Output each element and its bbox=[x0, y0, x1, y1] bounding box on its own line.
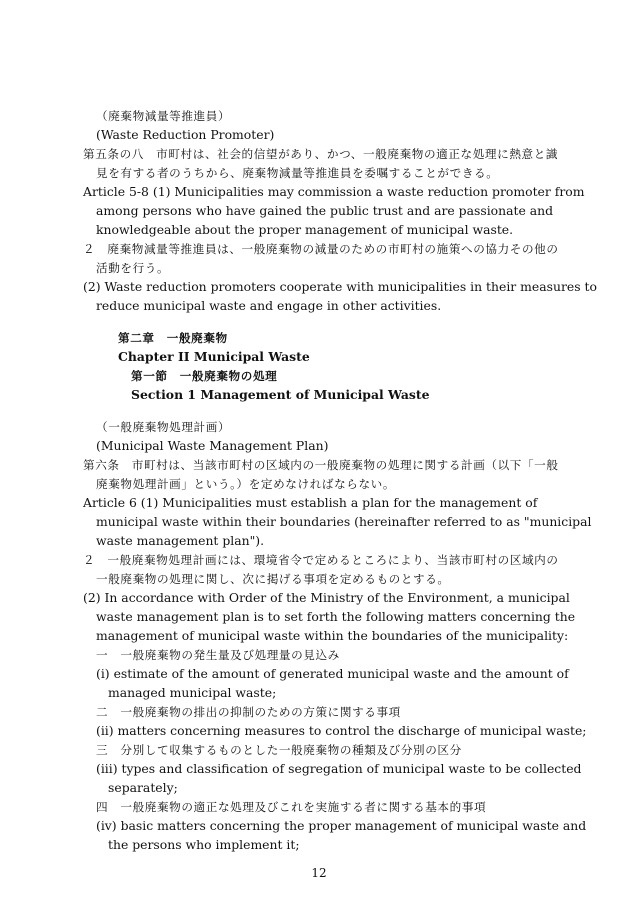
item-4-en-line-2: the persons who implement it; bbox=[108, 837, 300, 852]
item-2-ja: 二 一般廃棄物の排出の抑制のための方策に関する事項 bbox=[96, 705, 401, 719]
article-6-para-2-en-line-3: management of municipal waste within the boundaries of the municipality: bbox=[96, 628, 569, 643]
article-5-8-en-line-1: Article 5-8 (1) Municipalities may commission a waste reduction promoter from bbox=[83, 184, 585, 199]
item-2-en: (ii) matters concerning measures to control the discharge of municipal waste; bbox=[96, 723, 587, 738]
paragraph-2-ja-line-2: 活動を行う。 bbox=[96, 261, 170, 275]
article-6-ja-line-1: 第六条 市町村は、当該市町村の区域内の一般廃棄物の処理に関する計画（以下「一般 bbox=[83, 458, 559, 472]
item-1-ja: 一 一般廃棄物の発生量及び処理量の見込み bbox=[96, 648, 340, 662]
article-5-8-ja-line-2: 見を有する者のうちから、廃棄物減量等推進員を委嘱することができる。 bbox=[96, 166, 499, 180]
page-number: 12 bbox=[311, 866, 327, 880]
chapter-2-title-ja: 第二章 一般廃棄物 bbox=[118, 331, 228, 345]
heading-en-waste-management-plan: (Municipal Waste Management Plan) bbox=[96, 438, 329, 453]
section-1-title-ja: 第一節 一般廃棄物の処理 bbox=[131, 369, 278, 383]
article-6-en-line-2: municipal waste within their boundaries (hereinafter referred to as "municipal bbox=[96, 514, 592, 529]
section-1-title-en: Section 1 Management of Municipal Waste bbox=[131, 387, 430, 402]
article-6-ja-line-2: 廃棄物処理計画」という。）を定めなければならない。 bbox=[96, 477, 396, 491]
item-3-en-line-1: (iii) types and classification of segregation of municipal waste to be collected bbox=[96, 761, 582, 776]
article-6-para-2-en-line-1: (2) In accordance with Order of the Ministry of the Environment, a municipal bbox=[83, 590, 570, 605]
article-6-para-2-ja-line-1: ２ 一般廃棄物処理計画には、環境省令で定めるところにより、当該市町村の区域内の bbox=[83, 553, 559, 567]
heading-ja-waste-reduction-promoter: （廃棄物減量等推進員） bbox=[96, 109, 231, 123]
item-1-en-line-2: managed municipal waste; bbox=[108, 685, 277, 700]
article-5-8-en-line-3: knowledgeable about the proper management of municipal waste. bbox=[96, 222, 514, 237]
heading-en-waste-reduction-promoter: (Waste Reduction Promoter) bbox=[96, 127, 275, 142]
item-4-ja: 四 一般廃棄物の適正な処理及びこれを実施する者に関する基本的事項 bbox=[96, 800, 487, 814]
article-5-8-en-line-2: among persons who have gained the public trust and are passionate and bbox=[96, 203, 554, 218]
article-6-en-line-1: Article 6 (1) Municipalities must establish a plan for the management of bbox=[83, 495, 538, 510]
item-4-en-line-1: (iv) basic matters concerning the proper management of municipal waste and bbox=[96, 818, 587, 833]
heading-ja-waste-management-plan: （一般廃棄物処理計画） bbox=[96, 420, 231, 434]
item-3-ja: 三 分別して収集するものとした一般廃棄物の種類及び分別の区分 bbox=[96, 743, 462, 757]
paragraph-2-en-line-1: (2) Waste reduction promoters cooperate with municipalities in their measures to bbox=[83, 279, 597, 294]
paragraph-2-ja-line-1: ２ 廃棄物減量等推進員は、一般廃棄物の減量のための市町村の施策への協力その他の bbox=[83, 242, 559, 256]
item-3-en-line-2: separately; bbox=[108, 780, 178, 795]
article-6-para-2-en-line-2: waste management plan is to set forth the following matters concerning the bbox=[96, 609, 576, 624]
article-6-en-line-3: waste management plan"). bbox=[96, 533, 265, 548]
paragraph-2-en-line-2: reduce municipal waste and engage in other activities. bbox=[96, 298, 442, 313]
item-1-en-line-1: (i) estimate of the amount of generated municipal waste and the amount of bbox=[96, 666, 569, 681]
chapter-2-title-en: Chapter II Municipal Waste bbox=[118, 349, 310, 364]
article-5-8-ja-line-1: 第五条の八 市町村は、社会的信望があり、かつ、一般廃棄物の適正な処理に熱意と識 bbox=[83, 147, 559, 161]
article-6-para-2-ja-line-2: 一般廃棄物の処理に関し、次に掲げる事項を定めるものとする。 bbox=[96, 572, 450, 586]
